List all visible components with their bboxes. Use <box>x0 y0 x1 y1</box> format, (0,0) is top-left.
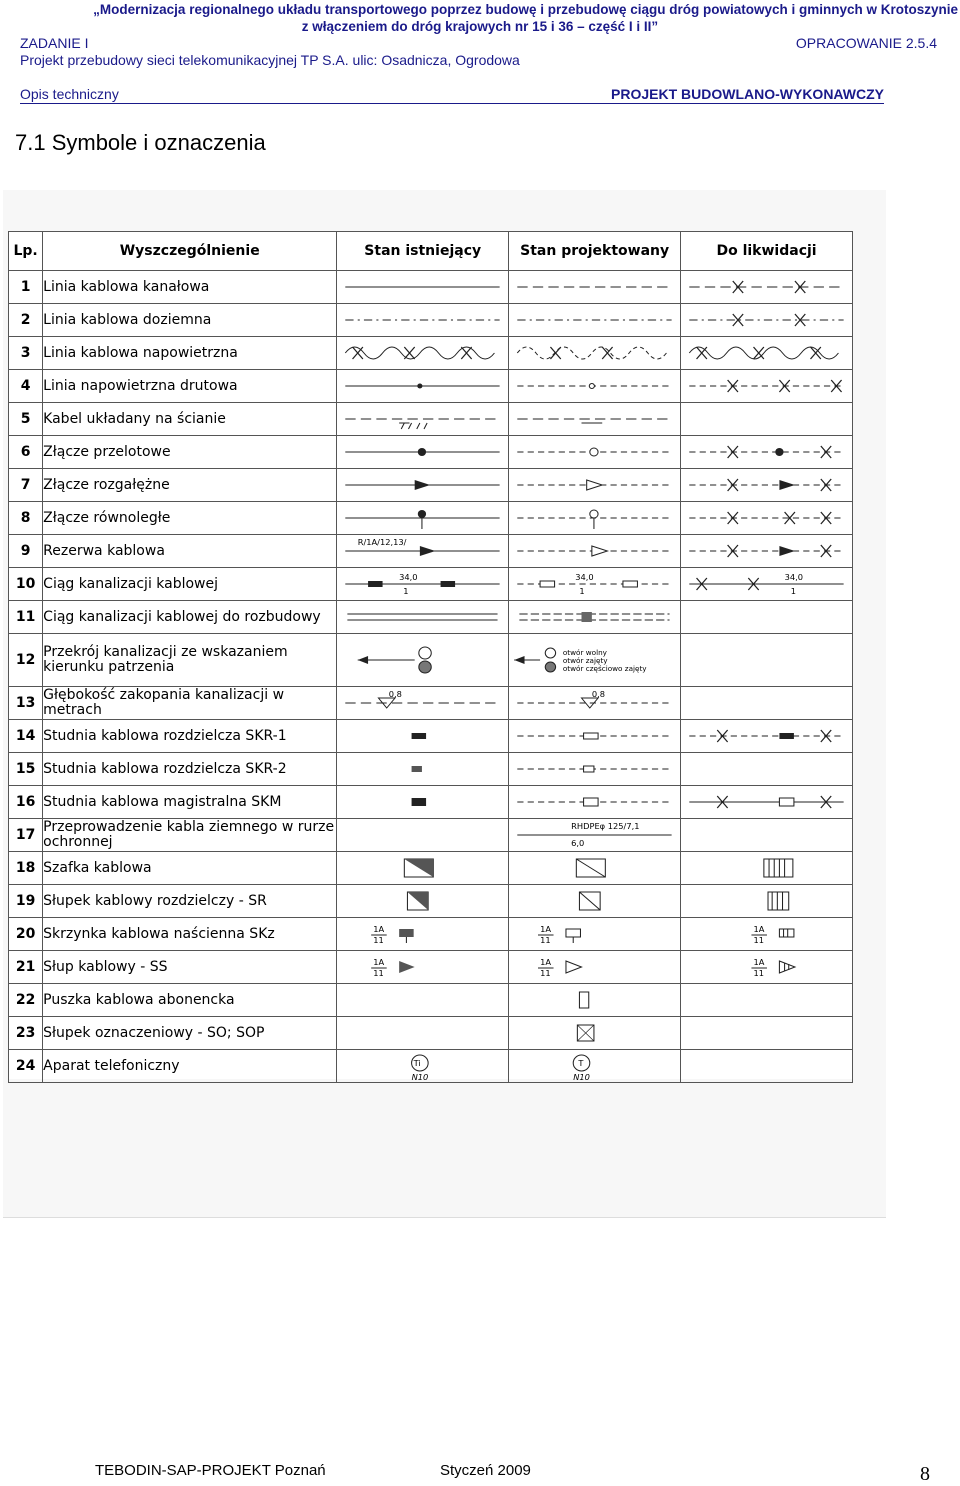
symbol-existing <box>337 819 509 852</box>
svg-text:T: T <box>578 1058 584 1068</box>
symbol-removal <box>681 601 853 634</box>
row-description: Złącze rozgałężne <box>43 469 337 502</box>
symbol-removal-graphic <box>681 645 852 675</box>
row-description: Szafka kablowa <box>43 852 337 885</box>
svg-text:34,0: 34,0 <box>784 572 804 582</box>
svg-text:6,0: 6,0 <box>571 838 585 848</box>
symbol-removal <box>681 720 853 753</box>
table-row <box>9 403 853 436</box>
table-row <box>9 337 853 370</box>
row-description: Rezerwa kablowa <box>43 535 337 568</box>
row-number: 24 <box>9 1050 43 1083</box>
symbol-projected-graphic <box>509 1051 680 1081</box>
symbol-projected-graphic <box>509 272 680 302</box>
table-header-row <box>9 232 853 271</box>
symbol-removal-graphic <box>681 1051 852 1081</box>
symbol-removal-graphic <box>681 1018 852 1048</box>
project-type: PROJEKT BUDOWLANO-WYKONAWCZY <box>611 86 884 102</box>
svg-text:1: 1 <box>579 586 585 596</box>
symbol-existing-graphic <box>337 952 508 982</box>
symbol-projected <box>509 1050 681 1083</box>
symbol-projected-graphic <box>509 721 680 751</box>
symbol-projected <box>509 819 681 852</box>
row-description: Skrzynka kablowa naścienna SKz <box>43 918 337 951</box>
table-row <box>9 885 853 918</box>
row-number: 11 <box>9 601 43 634</box>
symbol-existing <box>337 601 509 634</box>
symbol-removal-graphic <box>681 602 852 632</box>
symbol-existing-graphic <box>337 985 508 1015</box>
header-task-row <box>20 35 937 51</box>
symbol-removal <box>681 634 853 687</box>
row-description: Przekrój kanalizacji ze wskazaniem kierunku patrzenia <box>43 634 337 687</box>
symbol-existing <box>337 1050 509 1083</box>
svg-text:0,8: 0,8 <box>389 689 403 699</box>
symbol-projected <box>509 852 681 885</box>
symbol-projected-graphic <box>509 985 680 1015</box>
symbol-projected-graphic <box>509 404 680 434</box>
symbol-existing-graphic <box>337 645 508 675</box>
row-number: 14 <box>9 720 43 753</box>
row-number: 19 <box>9 885 43 918</box>
row-number: 20 <box>9 918 43 951</box>
table-row <box>9 786 853 819</box>
row-description: Przeprowadzenie kabla ziemnego w rurze ochronnej <box>43 819 337 852</box>
footer-date: Styczeń 2009 <box>440 1462 531 1479</box>
row-description: Linia kablowa kanałowa <box>43 271 337 304</box>
row-number: 22 <box>9 984 43 1017</box>
symbol-existing <box>337 720 509 753</box>
symbol-removal <box>681 370 853 403</box>
svg-text:0,8: 0,8 <box>592 689 606 699</box>
symbol-removal-graphic <box>681 853 852 883</box>
symbol-projected <box>509 720 681 753</box>
symbol-removal-graphic <box>681 721 852 751</box>
table-row <box>9 819 853 852</box>
footer-company: TEBODIN-SAP-PROJEKT Poznań <box>95 1462 326 1479</box>
row-number: 15 <box>9 753 43 786</box>
symbol-existing-graphic <box>337 853 508 883</box>
symbol-projected <box>509 568 681 601</box>
symbol-removal-graphic <box>681 688 852 718</box>
table-row <box>9 436 853 469</box>
symbol-projected <box>509 403 681 436</box>
row-description: Złącze równoległe <box>43 502 337 535</box>
symbol-projected <box>509 436 681 469</box>
symbol-existing-graphic <box>337 470 508 500</box>
row-number: 12 <box>9 634 43 687</box>
row-number: 13 <box>9 687 43 720</box>
symbol-removal-graphic <box>681 338 852 368</box>
symbol-existing-graphic <box>337 754 508 784</box>
symbol-existing-graphic <box>337 602 508 632</box>
symbol-removal-graphic <box>681 503 852 533</box>
symbol-existing <box>337 753 509 786</box>
svg-text:otwór zajęty: otwór zajęty <box>563 656 608 665</box>
symbol-projected-graphic <box>509 503 680 533</box>
row-description: Puszka kablowa abonencka <box>43 984 337 1017</box>
col-lp: Lp. <box>9 232 43 271</box>
symbol-projected <box>509 885 681 918</box>
symbol-projected-graphic <box>509 536 680 566</box>
symbol-existing <box>337 687 509 720</box>
row-description: Linia napowietrzna drutowa <box>43 370 337 403</box>
symbol-removal-graphic <box>681 985 852 1015</box>
row-number: 2 <box>9 304 43 337</box>
svg-text:N10: N10 <box>411 1072 429 1081</box>
table-row <box>9 1050 853 1083</box>
row-number: 3 <box>9 337 43 370</box>
table-row <box>9 918 853 951</box>
row-description: Głębokość zakopania kanalizacji w metrach <box>43 687 337 720</box>
symbol-existing <box>337 370 509 403</box>
header-title-line1: „Modernizacja regionalnego układu transportowego poprzez budowę i przebudowę ciągu dróg powiatowych i gminnych w Krotoszynie <box>93 2 958 17</box>
symbol-existing <box>337 436 509 469</box>
symbol-projected <box>509 304 681 337</box>
symbol-existing-graphic <box>337 919 508 949</box>
row-description: Ciąg kanalizacji kablowej <box>43 568 337 601</box>
symbol-existing-graphic <box>337 569 508 599</box>
symbol-projected-graphic <box>509 338 680 368</box>
symbol-removal <box>681 984 853 1017</box>
row-description: Złącze przelotowe <box>43 436 337 469</box>
symbol-removal <box>681 403 853 436</box>
symbol-removal-graphic <box>681 569 852 599</box>
symbol-existing <box>337 984 509 1017</box>
symbol-removal-graphic <box>681 754 852 784</box>
symbol-projected-graphic <box>509 787 680 817</box>
row-number: 10 <box>9 568 43 601</box>
svg-text:11: 11 <box>753 935 765 945</box>
scan-bottom-edge <box>3 1217 886 1218</box>
table-row <box>9 753 853 786</box>
row-number: 8 <box>9 502 43 535</box>
symbol-existing <box>337 786 509 819</box>
symbol-existing <box>337 951 509 984</box>
symbol-projected-graphic <box>509 371 680 401</box>
section-title: 7.1 Symbole i oznaczenia <box>15 130 266 155</box>
symbol-removal-graphic <box>681 371 852 401</box>
symbol-removal <box>681 753 853 786</box>
symbol-removal-graphic <box>681 820 852 850</box>
symbol-removal <box>681 502 853 535</box>
symbols-table <box>8 231 853 1083</box>
row-number: 21 <box>9 951 43 984</box>
symbol-removal-graphic <box>681 470 852 500</box>
symbol-existing-graphic <box>337 688 508 718</box>
symbol-projected <box>509 753 681 786</box>
svg-text:11: 11 <box>373 935 385 945</box>
symbol-projected-graphic <box>509 437 680 467</box>
symbol-removal <box>681 469 853 502</box>
table-row <box>9 469 853 502</box>
svg-text:otwór częściowo zajęty: otwór częściowo zajęty <box>563 664 647 673</box>
symbol-existing <box>337 304 509 337</box>
symbol-projected-graphic <box>509 470 680 500</box>
row-description: Studnia kablowa rozdzielcza SKR-1 <box>43 720 337 753</box>
svg-text:1: 1 <box>790 586 797 596</box>
row-number: 17 <box>9 819 43 852</box>
symbol-existing-graphic <box>337 371 508 401</box>
svg-text:1A: 1A <box>373 924 385 934</box>
row-description: Ciąg kanalizacji kablowej do rozbudowy <box>43 601 337 634</box>
svg-text:1A: 1A <box>753 957 765 967</box>
symbol-existing-graphic <box>337 1051 508 1081</box>
table-row <box>9 601 853 634</box>
row-description: Linia kablowa napowietrzna <box>43 337 337 370</box>
symbol-existing <box>337 885 509 918</box>
svg-text:1A: 1A <box>373 957 385 967</box>
row-number: 4 <box>9 370 43 403</box>
col-existing: Stan istniejący <box>337 232 509 271</box>
table-row <box>9 502 853 535</box>
symbol-projected-graphic <box>509 820 680 850</box>
symbol-removal <box>681 1050 853 1083</box>
symbol-removal-graphic <box>681 305 852 335</box>
symbol-existing-graphic <box>337 1018 508 1048</box>
symbol-removal <box>681 852 853 885</box>
table-row <box>9 568 853 601</box>
svg-text:11: 11 <box>540 968 551 978</box>
svg-text:otwór wolny: otwór wolny <box>563 648 608 657</box>
project-label: Projekt przebudowy sieci telekomunikacyjnej TP S.A. ulic: Osadnicza, Ogrodowa <box>20 52 520 68</box>
symbol-removal <box>681 337 853 370</box>
symbol-projected-graphic <box>509 1018 680 1048</box>
row-description: Słup kablowy - SS <box>43 951 337 984</box>
symbol-projected <box>509 951 681 984</box>
table-row <box>9 852 853 885</box>
symbol-projected <box>509 535 681 568</box>
svg-text:34,0: 34,0 <box>575 572 594 582</box>
row-description: Kabel układany na ścianie <box>43 403 337 436</box>
symbol-projected <box>509 918 681 951</box>
row-number: 23 <box>9 1017 43 1050</box>
symbol-projected <box>509 1017 681 1050</box>
symbol-removal-graphic <box>681 919 852 949</box>
symbol-existing <box>337 852 509 885</box>
svg-text:1A: 1A <box>753 924 765 934</box>
symbol-existing-graphic <box>337 721 508 751</box>
symbol-projected <box>509 634 681 687</box>
row-number: 18 <box>9 852 43 885</box>
col-removal: Do likwidacji <box>681 232 853 271</box>
doc-type: Opis techniczny <box>20 86 119 102</box>
row-number: 16 <box>9 786 43 819</box>
symbol-projected-graphic <box>509 754 680 784</box>
symbol-removal <box>681 568 853 601</box>
table-row <box>9 634 853 687</box>
symbol-removal <box>681 436 853 469</box>
row-description: Linia kablowa doziemna <box>43 304 337 337</box>
symbol-removal-graphic <box>681 437 852 467</box>
symbol-projected <box>509 786 681 819</box>
symbol-existing-graphic <box>337 272 508 302</box>
study-label: OPRACOWANIE 2.5.4 <box>795 35 937 51</box>
svg-text:1A: 1A <box>540 924 552 934</box>
symbol-removal <box>681 535 853 568</box>
row-description: Słupek oznaczeniowy - SO; SOP <box>43 1017 337 1050</box>
symbol-projected-graphic <box>509 853 680 883</box>
symbol-existing <box>337 403 509 436</box>
symbol-removal <box>681 918 853 951</box>
header-title-line2: z włączeniem do dróg krajowych nr 15 i 36 – część I i II” <box>301 19 659 34</box>
header-doc-row <box>20 86 884 104</box>
symbol-projected <box>509 469 681 502</box>
symbol-existing-graphic <box>337 503 508 533</box>
symbol-existing-graphic <box>337 338 508 368</box>
row-number: 5 <box>9 403 43 436</box>
symbol-existing <box>337 271 509 304</box>
symbol-removal <box>681 786 853 819</box>
symbol-existing-graphic <box>337 820 508 850</box>
table-row <box>9 984 853 1017</box>
symbol-removal <box>681 1017 853 1050</box>
symbol-removal-graphic <box>681 536 852 566</box>
col-desc: Wyszczególnienie <box>43 232 337 271</box>
symbol-existing-graphic <box>337 536 508 566</box>
symbol-projected-graphic <box>509 645 680 675</box>
table-row <box>9 951 853 984</box>
svg-text:11: 11 <box>373 968 385 978</box>
symbol-removal <box>681 951 853 984</box>
symbol-removal-graphic <box>681 272 852 302</box>
symbol-existing <box>337 1017 509 1050</box>
symbol-existing <box>337 469 509 502</box>
symbol-existing <box>337 337 509 370</box>
symbol-removal-graphic <box>681 404 852 434</box>
svg-text:RHDPEφ 125/7,1: RHDPEφ 125/7,1 <box>571 821 640 831</box>
table-row <box>9 370 853 403</box>
row-description: Studnia kablowa rozdzielcza SKR-2 <box>43 753 337 786</box>
row-number: 9 <box>9 535 43 568</box>
symbol-removal <box>681 819 853 852</box>
symbol-removal-graphic <box>681 886 852 916</box>
symbol-existing-graphic <box>337 886 508 916</box>
symbol-removal <box>681 304 853 337</box>
table-row <box>9 1017 853 1050</box>
svg-text:1A: 1A <box>540 957 552 967</box>
symbol-projected <box>509 601 681 634</box>
symbol-projected <box>509 370 681 403</box>
symbol-projected-graphic <box>509 952 680 982</box>
table-row <box>9 535 853 568</box>
symbol-projected-graphic <box>509 602 680 632</box>
symbol-removal-graphic <box>681 787 852 817</box>
table-row <box>9 687 853 720</box>
symbol-existing <box>337 634 509 687</box>
symbol-projected <box>509 337 681 370</box>
row-description: Studnia kablowa magistralna SKM <box>43 786 337 819</box>
row-number: 6 <box>9 436 43 469</box>
svg-text:11: 11 <box>753 968 765 978</box>
symbol-projected <box>509 687 681 720</box>
symbol-projected <box>509 271 681 304</box>
symbol-removal <box>681 271 853 304</box>
svg-text:34,0: 34,0 <box>399 572 418 582</box>
symbol-removal-graphic <box>681 952 852 982</box>
symbol-projected-graphic <box>509 886 680 916</box>
symbol-removal <box>681 687 853 720</box>
symbol-projected <box>509 984 681 1017</box>
task-label: ZADANIE I <box>20 35 89 51</box>
row-number: 7 <box>9 469 43 502</box>
symbol-existing-graphic <box>337 305 508 335</box>
symbol-projected-graphic <box>509 688 680 718</box>
symbol-removal <box>681 885 853 918</box>
svg-text:11: 11 <box>540 935 551 945</box>
symbol-projected-graphic <box>509 569 680 599</box>
row-description: Słupek kablowy rozdzielczy - SR <box>43 885 337 918</box>
symbol-existing-graphic <box>337 404 508 434</box>
svg-text:N10: N10 <box>573 1072 591 1081</box>
page-number: 8 <box>920 1463 930 1485</box>
symbol-existing-graphic <box>337 437 508 467</box>
symbol-projected <box>509 502 681 535</box>
symbol-projected-graphic <box>509 919 680 949</box>
svg-text:1: 1 <box>403 586 409 596</box>
symbol-existing <box>337 502 509 535</box>
table-row <box>9 304 853 337</box>
symbol-projected-graphic <box>509 305 680 335</box>
svg-text:R/1A/12,13/: R/1A/12,13/ <box>357 537 407 547</box>
row-description: Aparat telefoniczny <box>43 1050 337 1083</box>
svg-text:Ti: Ti <box>413 1058 422 1068</box>
col-projected: Stan projektowany <box>509 232 681 271</box>
table-row <box>9 271 853 304</box>
row-number: 1 <box>9 271 43 304</box>
symbol-existing <box>337 568 509 601</box>
symbol-existing-graphic <box>337 787 508 817</box>
table-row <box>9 720 853 753</box>
symbol-existing <box>337 918 509 951</box>
symbol-existing <box>337 535 509 568</box>
